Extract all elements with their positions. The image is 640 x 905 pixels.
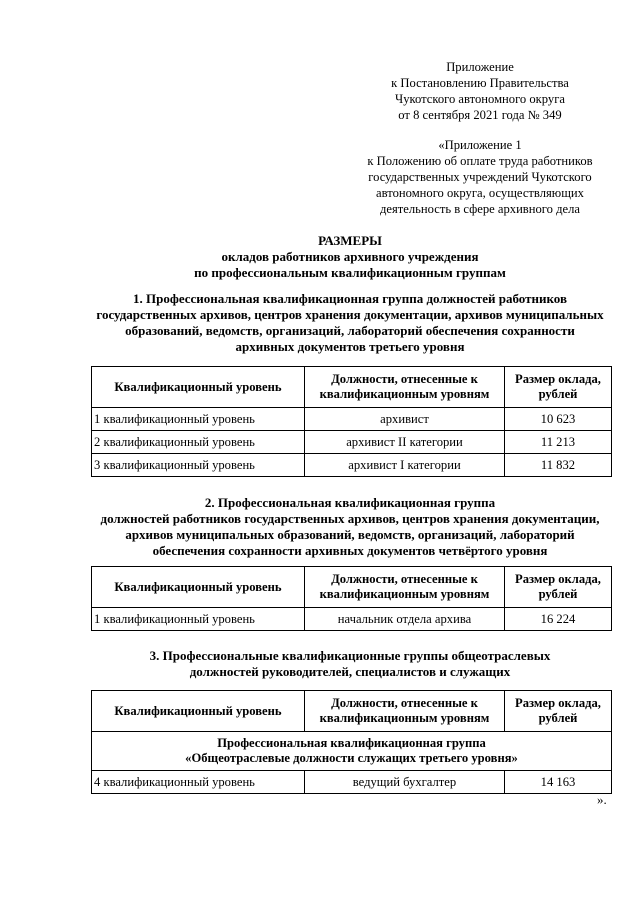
- table-header-row: [92, 691, 612, 732]
- header-level: Квалификационный уровень: [92, 567, 305, 608]
- section-heading-line: 2. Профессиональная квалификационная группа: [204, 495, 496, 510]
- section-heading-line: государственных архивов, центров хранения документации, архивов муниципальных: [96, 307, 604, 322]
- appendix-sub-line: государственных учреждений Чукотского: [368, 170, 592, 184]
- title-line: окладов работников архивного учреждения: [221, 249, 479, 264]
- cell-level: 2 квалификационный уровень: [92, 431, 305, 454]
- header-position: Должности, отнесенные к квалификационным уровням: [305, 691, 505, 732]
- appendix-header-line: к Постановлению Правительства: [391, 76, 569, 90]
- section-heading-line: 1. Профессиональная квалификационная группа должностей работников: [132, 291, 567, 306]
- cell-level: 1 квалификационный уровень: [92, 408, 305, 431]
- section3-heading: [60, 648, 640, 680]
- closing-quote: ».: [597, 792, 607, 807]
- cell-salary: 14 163: [505, 771, 612, 794]
- cell-position: ведущий бухгалтер: [305, 771, 505, 794]
- appendix-sub-line: деятельность в сфере архивного дела: [380, 202, 580, 216]
- appendix-sub-line: к Положению об оплате труда работников: [367, 154, 593, 168]
- section1-heading: [60, 291, 640, 355]
- table-row: [92, 408, 612, 431]
- section1-table: [91, 366, 612, 477]
- appendix-header-line: Чукотского автономного округа: [395, 92, 565, 106]
- header-level: Квалификационный уровень: [92, 367, 305, 408]
- header-level: Квалификационный уровень: [92, 691, 305, 732]
- section-heading-line: должностей руководителей, специалистов и служащих: [189, 664, 511, 679]
- cell-position: архивист II категории: [305, 431, 505, 454]
- header-position: Должности, отнесенные к квалификационным уровням: [305, 367, 505, 408]
- section2-table: [91, 566, 612, 631]
- cell-level: 1 квалификационный уровень: [92, 608, 305, 631]
- cell-level: 3 квалификационный уровень: [92, 454, 305, 477]
- cell-position: начальник отдела архива: [305, 608, 505, 631]
- title-main: РАЗМЕРЫ: [318, 233, 382, 248]
- cell-position: архивист: [305, 408, 505, 431]
- header-salary: Размер оклада, рублей: [505, 367, 612, 408]
- table-header-row: [92, 367, 612, 408]
- cell-salary: 10 623: [505, 408, 612, 431]
- table-header-row: [92, 567, 612, 608]
- cell-level: 4 квалификационный уровень: [92, 771, 305, 794]
- appendix-sub-line: автономного округа, осуществляющих: [376, 186, 584, 200]
- header-salary: Размер оклада, рублей: [505, 567, 612, 608]
- document-title: [60, 233, 640, 281]
- appendix-sub: [350, 137, 610, 217]
- subgroup-title: Профессиональная квалификационная группа «Общеотраслевые должности служащих третьего уровня»: [92, 732, 612, 771]
- table-row: [92, 431, 612, 454]
- section3-table: [91, 690, 612, 794]
- cell-salary: 16 224: [505, 608, 612, 631]
- table-subgroup-row: [92, 732, 612, 771]
- section-heading-line: архивов муниципальных образований, ведомств, организаций, лабораторий: [125, 527, 575, 542]
- appendix-header: [350, 59, 610, 123]
- table-row: [92, 771, 612, 794]
- table-row: [92, 608, 612, 631]
- section-heading-line: обеспечения сохранности архивных документов четвёртого уровня: [152, 543, 548, 558]
- section2-heading: [60, 495, 640, 559]
- appendix-header-line: от 8 сентября 2021 года № 349: [398, 108, 562, 122]
- section-heading-line: 3. Профессиональные квалификационные группы общеотраслевых: [149, 648, 551, 663]
- section-heading-line: должностей работников государственных архивов, центров хранения документации,: [100, 511, 600, 526]
- title-line: по профессиональным квалификационным группам: [194, 265, 506, 280]
- table-row: [92, 454, 612, 477]
- appendix-header-line: Приложение: [446, 60, 514, 74]
- cell-salary: 11 213: [505, 431, 612, 454]
- cell-salary: 11 832: [505, 454, 612, 477]
- header-salary: Размер оклада, рублей: [505, 691, 612, 732]
- section-heading-line: архивных документов третьего уровня: [235, 339, 465, 354]
- section-heading-line: образований, ведомств, организаций, лабораторий обеспечения сохранности: [125, 323, 575, 338]
- appendix-sub-line: «Приложение 1: [438, 138, 522, 152]
- header-position: Должности, отнесенные к квалификационным уровням: [305, 567, 505, 608]
- cell-position: архивист I категории: [305, 454, 505, 477]
